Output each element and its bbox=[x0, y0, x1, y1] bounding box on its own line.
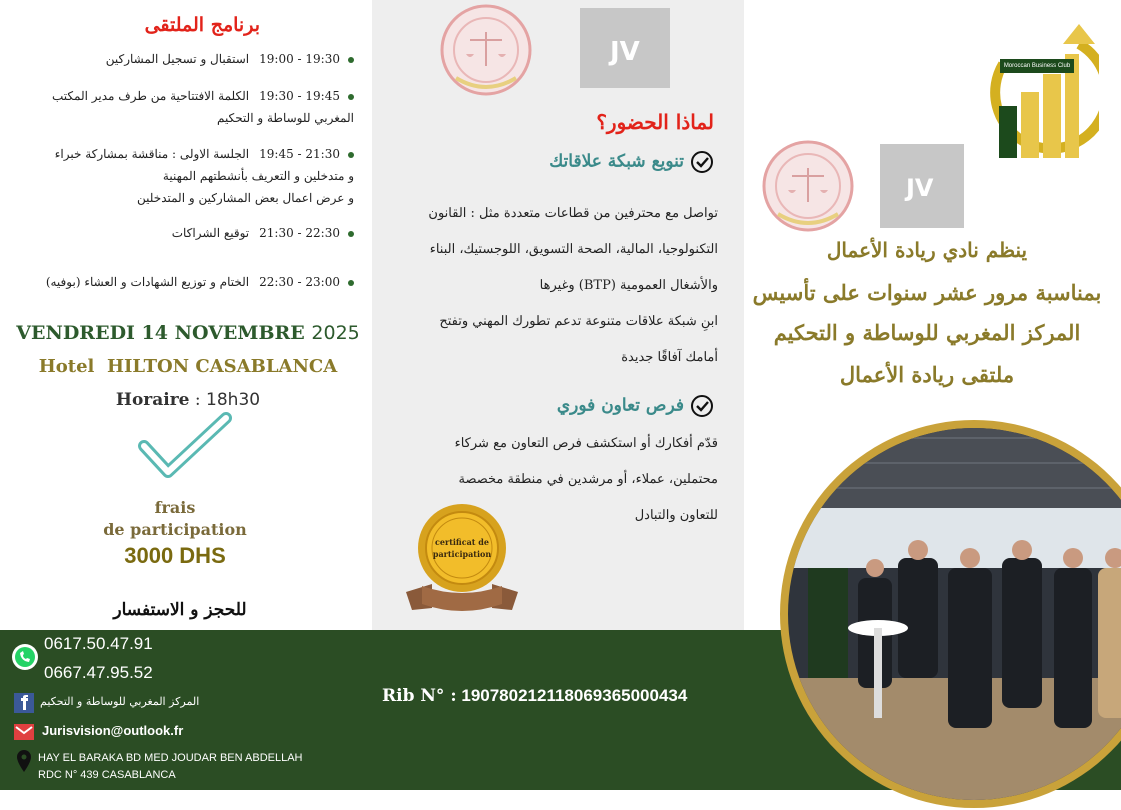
section1-line: ابنِ شبكة علاقات متنوعة تدعم تطورك المهني وتفتح bbox=[439, 314, 718, 329]
certificate-text-2: participation bbox=[432, 549, 492, 559]
email-address[interactable]: Jurisvision@outlook.fr bbox=[42, 723, 184, 738]
program-time: 19:45 - 21:30 bbox=[259, 147, 340, 161]
program-title: برنامج الملتقى bbox=[144, 14, 260, 36]
jv-logo bbox=[880, 144, 964, 228]
horaire-label: Horaire bbox=[115, 390, 190, 410]
event-date-text: VENDREDI 14 NOVEMBRE bbox=[16, 322, 305, 344]
jv-logo bbox=[580, 8, 670, 88]
whatsapp-icon bbox=[10, 642, 40, 672]
section1-line: والأشغال العمومية (BTP) وغيرها bbox=[539, 278, 718, 293]
section2-line: قدّم أفكارك أو استكشف فرص التعاون مع شركاء bbox=[454, 436, 718, 451]
program-time: 19:00 - 19:30 bbox=[259, 52, 340, 66]
program-item-3 bbox=[14, 143, 354, 209]
phone-2[interactable]: 0667.47.95.52 bbox=[44, 663, 153, 682]
program-item-4 bbox=[14, 222, 354, 244]
section1-line: أمامك آفاقًا جديدة bbox=[621, 350, 718, 365]
headline-1: ينظم نادي ريادة الأعمال bbox=[826, 238, 1028, 262]
bullet-icon bbox=[348, 231, 354, 237]
section2-line: للتعاون والتبادل bbox=[634, 508, 718, 523]
location-icon bbox=[16, 750, 32, 772]
program-text: و متدخلين و التعريف بأنشطتهم المهنية bbox=[162, 169, 354, 183]
section1-heading bbox=[549, 150, 714, 174]
certificate-badge-icon bbox=[402, 500, 522, 622]
section1-line: تواصل مع محترفين من قطاعات متعددة مثل : القانون bbox=[428, 206, 718, 221]
program-panel bbox=[0, 0, 372, 630]
check-circle-icon bbox=[690, 150, 714, 174]
program-text: الجلسة الاولى : مناقشة بمشاركة خبراء bbox=[54, 147, 250, 161]
check-icon bbox=[138, 412, 234, 486]
program-text: توقيع الشراكات bbox=[171, 226, 250, 240]
jv-logo-text: JV bbox=[906, 174, 934, 202]
check-circle-icon bbox=[690, 394, 714, 418]
horaire-value: 18h30 bbox=[206, 390, 261, 410]
business-club-logo bbox=[959, 24, 1099, 174]
scale-seal-icon bbox=[762, 140, 854, 232]
fee-line-2: de participation bbox=[103, 520, 247, 539]
address-line-2: RDC N° 439 CASABLANCA bbox=[38, 769, 176, 781]
certificate-text-1: certificat de bbox=[435, 537, 489, 547]
program-item-5 bbox=[14, 271, 354, 293]
facebook-icon bbox=[14, 693, 34, 713]
event-time bbox=[8, 390, 368, 410]
club-label: Moroccan Business Club bbox=[1000, 59, 1074, 73]
section2-line: محتملين، عملاء، أو مرشدين في منطقة مخصصة bbox=[458, 472, 718, 487]
email-icon bbox=[14, 724, 34, 740]
program-text: المغربي للوساطة و التحكيم bbox=[216, 111, 354, 125]
section1-text bbox=[378, 196, 718, 376]
section1-line: التكنولوجيا، المالية، الصحة التسويق، اللوجستيك، البناء bbox=[429, 242, 718, 257]
why-panel bbox=[372, 0, 744, 630]
fee-label bbox=[80, 497, 270, 541]
fee-line-1: frais bbox=[154, 498, 196, 517]
rib-number bbox=[382, 686, 687, 706]
program-time: 19:30 - 19:45 bbox=[259, 89, 340, 103]
section1-title: تنويع شبكة علاقاتك bbox=[549, 151, 684, 172]
event-venue bbox=[8, 356, 368, 377]
scale-seal-icon bbox=[440, 4, 532, 96]
bullet-icon bbox=[348, 57, 354, 63]
bullet-icon bbox=[348, 280, 354, 286]
program-item-2 bbox=[14, 85, 354, 129]
why-title: لماذا الحضور؟ bbox=[596, 110, 714, 134]
jv-logo-text: JV bbox=[610, 37, 640, 67]
rib-value: 190780212118069365000434 bbox=[461, 686, 688, 705]
booking-label: للحجز و الاستفسار bbox=[113, 600, 247, 620]
program-time: 22:30 - 23:00 bbox=[259, 275, 340, 289]
event-date bbox=[8, 322, 368, 344]
headline-2: بمناسبة مرور عشر سنوات على تأسيس bbox=[752, 280, 1102, 305]
price: 3000 DHS bbox=[124, 543, 226, 568]
program-text: و عرض اعمال بعض المشاركين و المتدخلين bbox=[137, 191, 354, 205]
rib-label: Rib N° : bbox=[382, 686, 457, 706]
horaire-separator: : bbox=[194, 390, 201, 410]
program-text: الختام و توزيع الشهادات و العشاء (بوفيه) bbox=[45, 275, 250, 289]
facebook-name[interactable]: المركز المغربي للوساطة و التحكيم bbox=[40, 695, 200, 708]
phone-1[interactable]: 0617.50.47.91 bbox=[44, 634, 153, 653]
headline-3: المركز المغربي للوساطة و التحكيم bbox=[773, 320, 1081, 345]
program-text: استقبال و تسجيل المشاركين bbox=[105, 52, 250, 66]
headline-4: ملتقى ريادة الأعمال bbox=[839, 362, 1015, 387]
bullet-icon bbox=[348, 152, 354, 158]
hotel-name: HILTON CASABLANCA bbox=[106, 356, 338, 377]
program-item-1 bbox=[14, 48, 354, 70]
section2-heading bbox=[557, 394, 714, 418]
hotel-label: Hotel bbox=[38, 356, 95, 377]
program-time: 21:30 - 22:30 bbox=[259, 226, 340, 240]
section2-title: فرص تعاون فوري bbox=[556, 395, 684, 416]
bullet-icon bbox=[348, 94, 354, 100]
event-photo bbox=[778, 418, 1121, 810]
program-text: الكلمة الافتتاحية من طرف مدير المكتب bbox=[52, 89, 250, 103]
address-line-1: HAY EL BARAKA BD MED JOUDAR BEN ABDELLAH bbox=[38, 752, 303, 764]
event-year: 2025 bbox=[311, 322, 360, 344]
